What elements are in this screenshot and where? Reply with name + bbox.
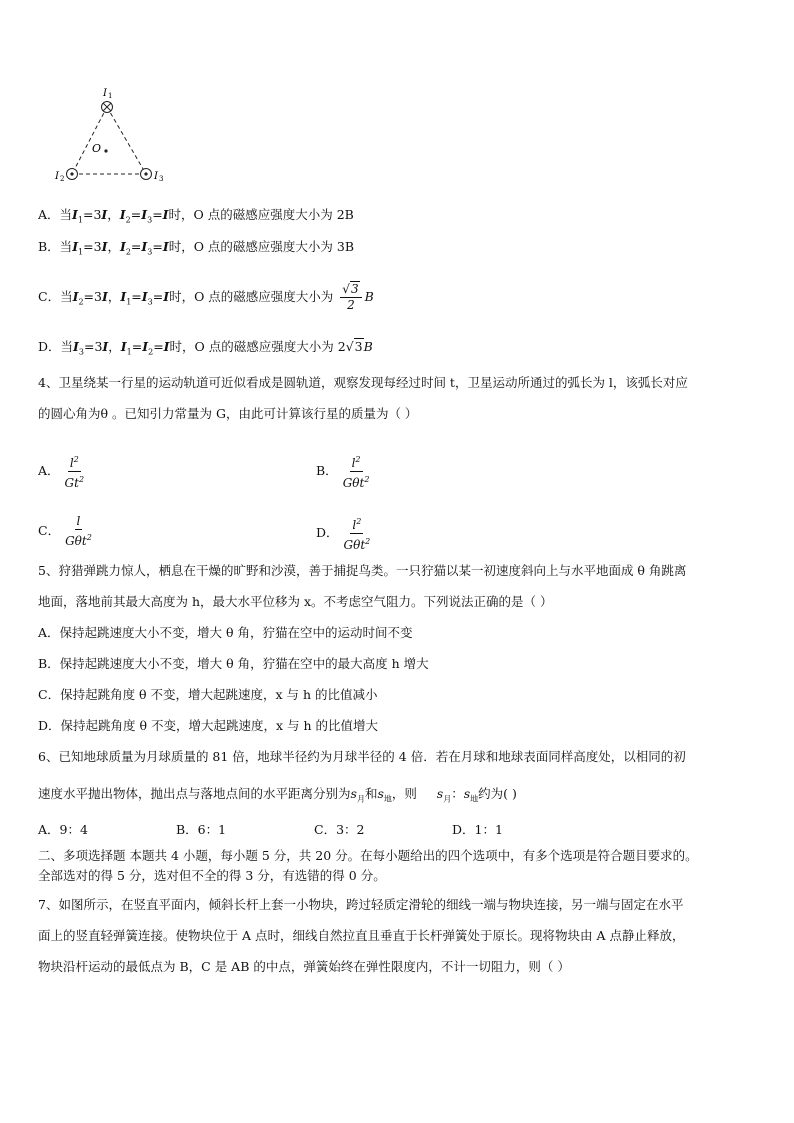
q5-option-d[interactable]: D．保持起跳角度 θ 不变，增大起跳速度，x 与 h 的比值增大 — [38, 718, 379, 733]
section2-instructions-line2: 全部选对的得 5 分，选对但不全的得 3 分，有选错的得 0 分。 — [38, 868, 386, 883]
q3-option-d[interactable]: D．当$I_3=3I$，$I_1=I_2=I$时，O 点的磁感应强度大小为 2√3B — [38, 339, 373, 357]
q3-option-b[interactable]: B．当$I_1=3I$，$I_2=I_3=I$时，O 点的磁感应强度大小为 3B — [38, 239, 355, 257]
label-i2-sub: 2 — [60, 175, 65, 183]
q6-option-a[interactable]: A．9：4 — [38, 822, 88, 837]
q4-option-b[interactable]: B． $\frac{l^2}{G\theta t^2}$ — [316, 452, 374, 491]
q7-stem-line2: 面上的竖直轻弹簧连接。使物块位于 A 点时，细线自然拉直且垂直于长杆弹簧处于原长。现将物块由 A 点静止释放， — [38, 928, 685, 943]
label-i1: I — [103, 88, 107, 99]
q4-stem-line2: 的圆心角为θ 。已知引力常量为 G，由此可计算该行星的质量为（ ） — [38, 406, 418, 421]
q4-option-d[interactable]: D． $\frac{l^2}{G\theta t^2}$ — [316, 514, 375, 553]
label-i3-sub: 3 — [159, 175, 164, 183]
q3-d-value: 2√3B — [337, 339, 373, 354]
q5-stem-line2: 地面，落地前其最大高度为 h，最大水平位移为 x。不考虑空气阻力。下列说法正确的是（ ） — [38, 594, 553, 609]
q5-stem-line1: 5、狩猎弹跳力惊人，栖息在干燥的旷野和沙漠，善于捕捉鸟类。一只狞猫以某一初速度斜向上与水平地面成 θ 角跳离 — [38, 563, 687, 578]
q3-c-text: 时，O 点的磁感应强度大小为 — [169, 289, 334, 304]
q6-option-d[interactable]: D．1：1 — [452, 822, 503, 837]
q6-option-b[interactable]: B．6：1 — [176, 822, 227, 837]
q6-option-c[interactable]: C．3：2 — [314, 822, 365, 837]
current-out-of-page-icon-left — [67, 169, 78, 180]
label-i1-sub: 1 — [108, 92, 113, 100]
q7-stem-line3: 物块沿杆运动的最低点为 B，C 是 AB 的中点，弹簧始终在弹性限度内，不计一切阻力，则（ ） — [38, 959, 570, 974]
triangle-side-right — [107, 107, 146, 174]
q4-option-c[interactable]: C． $\frac{l}{G\theta t^2}$ — [38, 514, 92, 548]
label-o: O — [92, 142, 102, 155]
current-into-page-icon — [102, 102, 113, 113]
q7-stem-line1: 7、如图所示，在竖直平面内，倾斜长杆上套一小物块，跨过轻质定滑轮的细线一端与物块连接，另一端与固定在水平 — [38, 897, 684, 912]
center-point-o — [104, 149, 107, 152]
q3-option-a[interactable]: A．当$I_1=3I$，$I_2=I_3=I$时，O 点的磁感应强度大小为 2B — [38, 207, 354, 225]
q3-d-text: 时，O 点的磁感应强度大小为 — [169, 339, 334, 354]
q5-option-a[interactable]: A．保持起跳速度大小不变，增大 θ 角，狞猫在空中的运动时间不变 — [38, 625, 413, 640]
triangle-side-left — [72, 107, 107, 174]
current-out-of-page-icon-right — [141, 169, 152, 180]
q3-a-text: 时，O 点的磁感应强度大小为 2B — [168, 207, 354, 222]
current-triangle-diagram — [50, 82, 170, 192]
q3-b-text: 时，O 点的磁感应强度大小为 3B — [168, 239, 355, 254]
q6-stem-line2: 速度水平抛出物体，抛出点与落地点间的水平距离分别为$s_月$和$s_地$，则 $s_月$：$s_地$约为( ) — [38, 786, 517, 804]
label-i2: I — [55, 171, 59, 182]
section2-instructions-line1: 二、多项选择题 本题共 4 小题，每小题 5 分，共 20 分。在每小题给出的四个选项中，有多个选项是符合题目要求的。 — [38, 848, 698, 863]
q6-stem-line1: 6、已知地球质量为月球质量的 81 倍，地球半径约为月球半径的 4 倍．若在月球和地球表面同样高度处，以相同的初 — [38, 749, 686, 764]
q4-option-a[interactable]: A． $\frac{l^2}{Gt^2}$ — [38, 452, 89, 491]
q4-stem-line1: 4、卫星绕某一行星的运动轨道可近似看成是圆轨道，观察发现每经过时间 t，卫星运动所通过的弧长为 l，该弧长对应 — [38, 375, 688, 390]
label-i3: I — [154, 171, 158, 182]
q3-c-fraction: $\frac{√3}{2}$ — [340, 282, 361, 313]
q3-option-c[interactable]: C．当$I_2=3I$，$I_1=I_3=I$时，O 点的磁感应强度大小为 $\frac{√3}{2}$ B — [38, 282, 374, 312]
q5-option-c[interactable]: C．保持起跳角度 θ 不变，增大起跳速度，x 与 h 的比值减小 — [38, 687, 378, 702]
q5-option-b[interactable]: B．保持起跳速度大小不变，增大 θ 角，狞猫在空中的最大高度 h 增大 — [38, 656, 429, 671]
